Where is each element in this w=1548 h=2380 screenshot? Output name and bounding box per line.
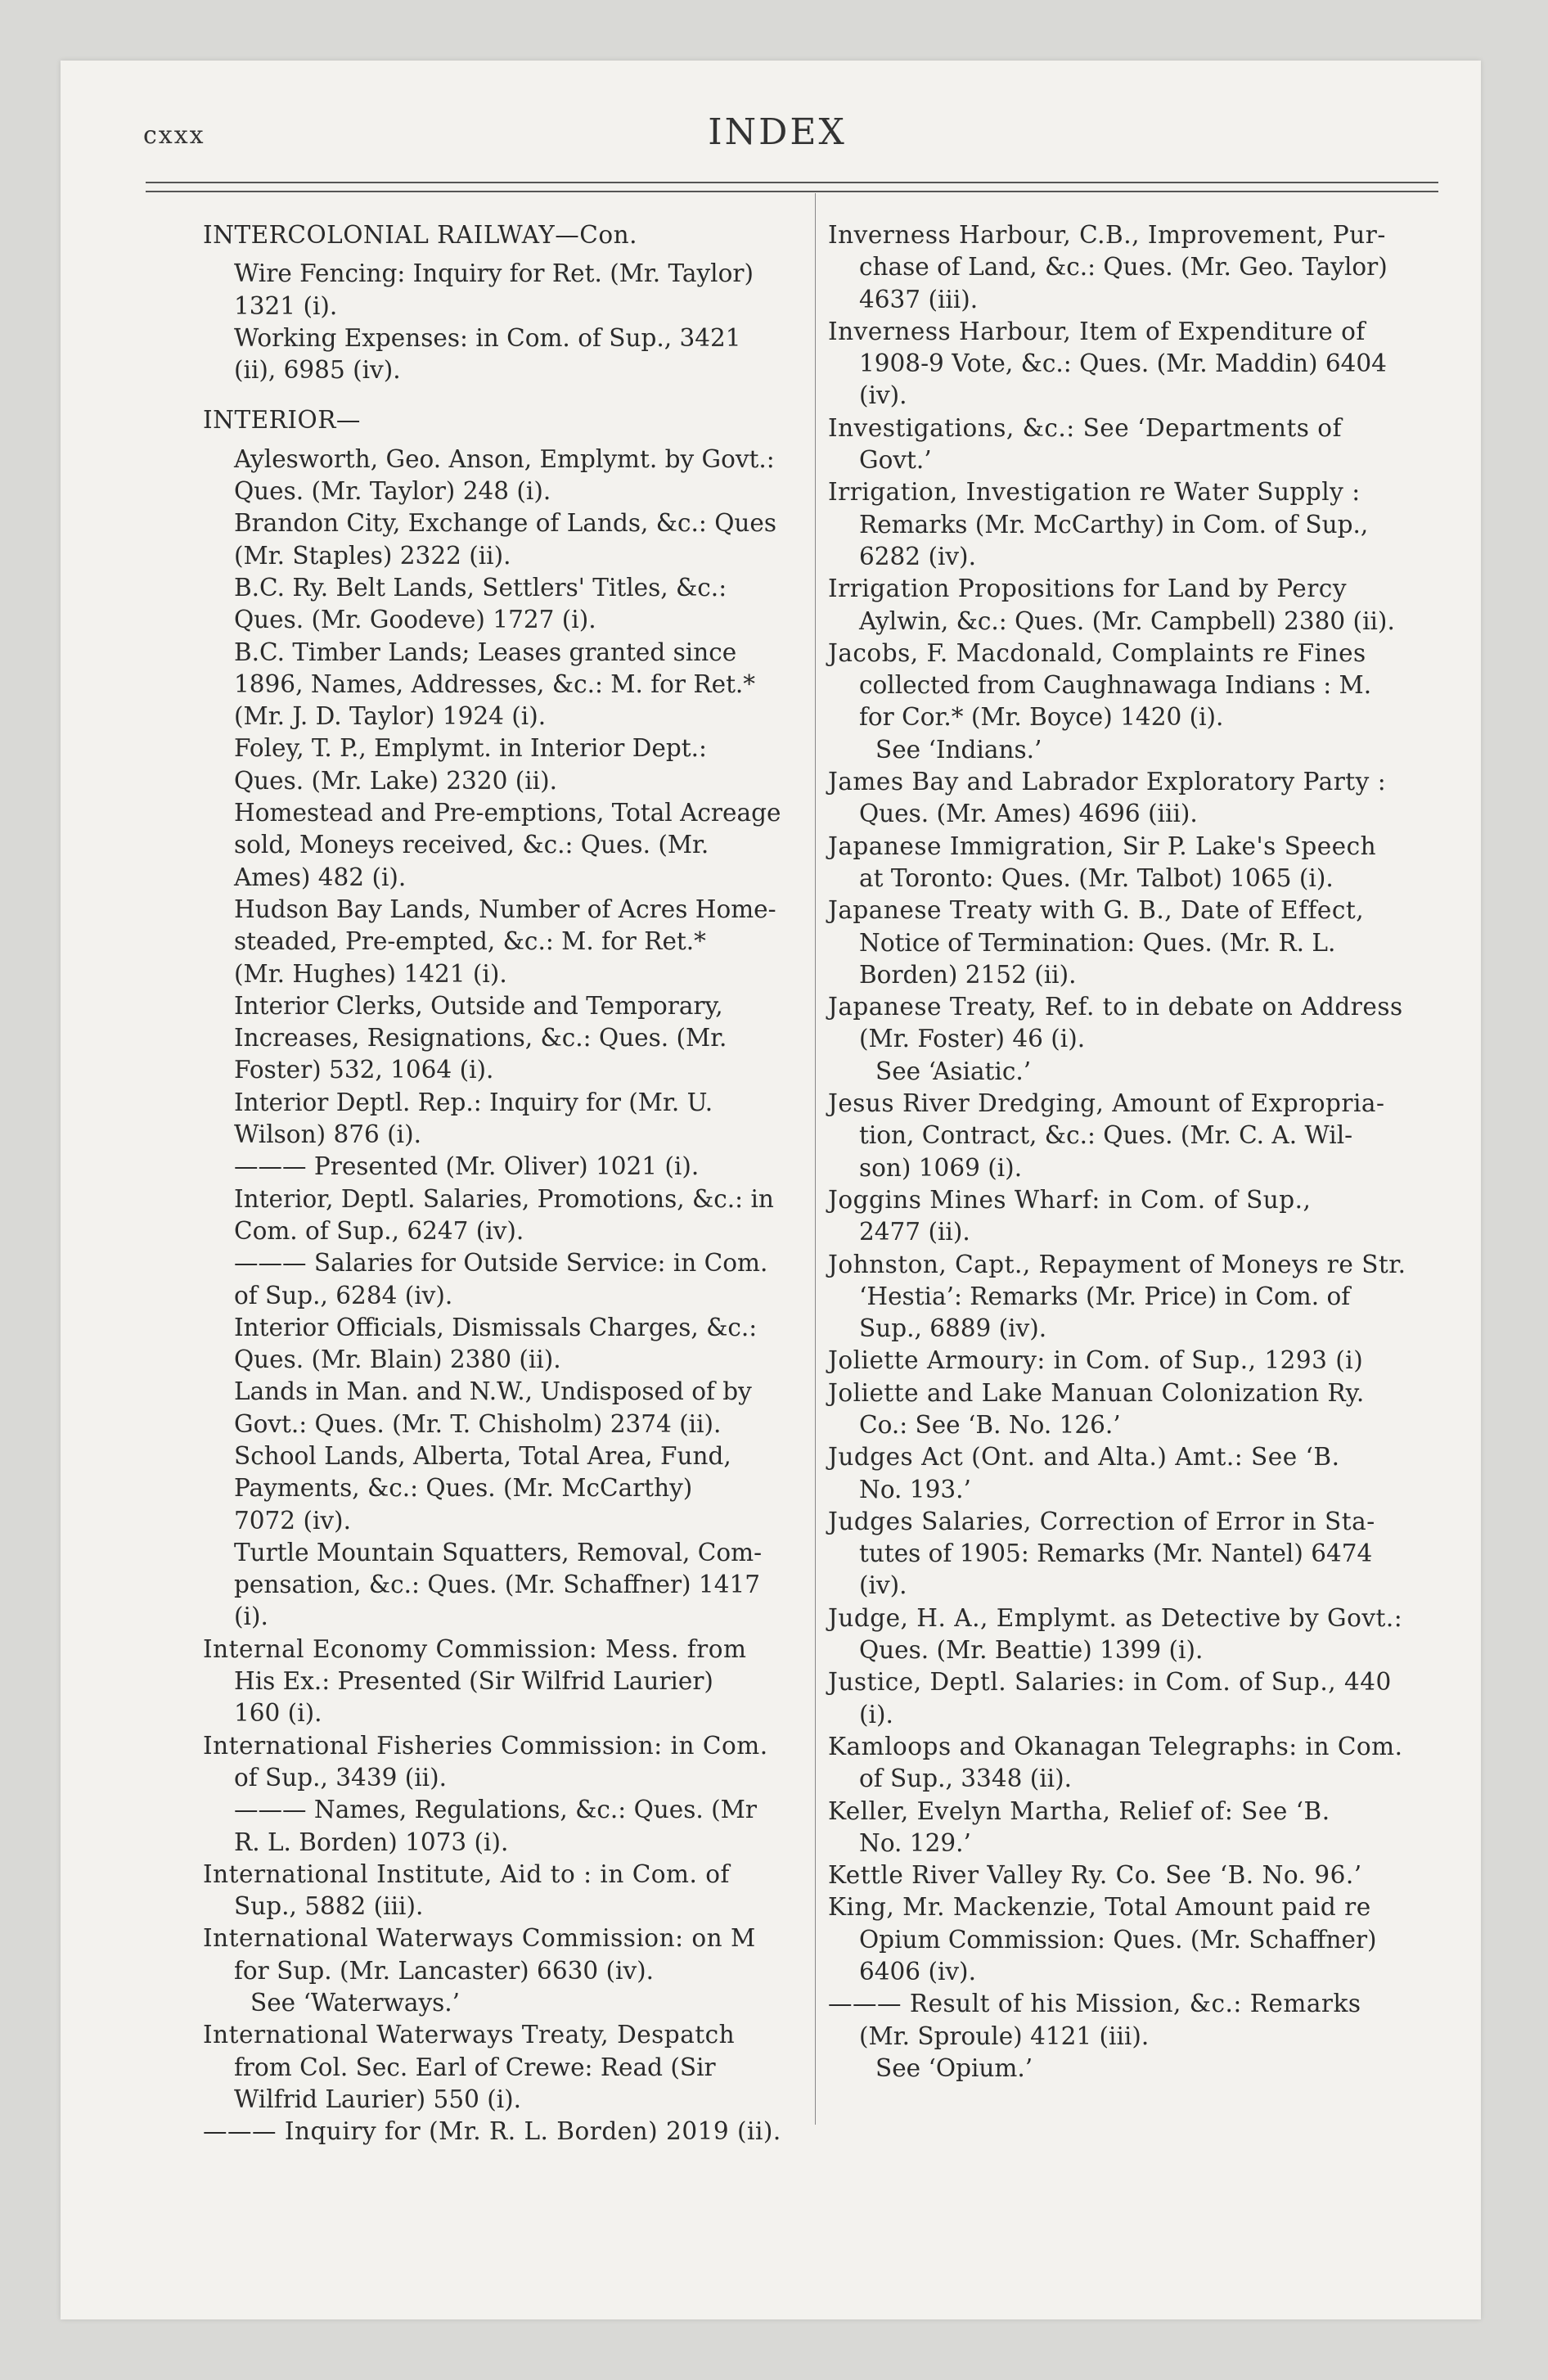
index-entry-line: chase of Land, &c.: Ques. (Mr. Geo. Taylor) bbox=[859, 253, 1388, 282]
index-entry-heading: International Waterways Commission: on M bbox=[203, 1924, 756, 1953]
index-entry-heading: ——— Result of his Mission, &c.: Remarks bbox=[828, 1990, 1361, 2018]
index-entry-line: See ‘Opium.’ bbox=[875, 2053, 1033, 2082]
index-entry-line: 7072 (iv). bbox=[234, 1506, 351, 1535]
index-entry-line: for Cor.* (Mr. Boyce) 1420 (i). bbox=[859, 703, 1224, 732]
index-entry-line: See ‘Waterways.’ bbox=[250, 1989, 461, 2017]
index-entry-line: Turtle Mountain Squatters, Removal, Com- bbox=[234, 1538, 763, 1566]
index-entry-line: Lands in Man. and N.W., Undisposed of by bbox=[234, 1377, 752, 1406]
index-entry-line: at Toronto: Ques. (Mr. Talbot) 1065 (i). bbox=[859, 863, 1334, 892]
index-entry-line: (i). bbox=[234, 1602, 268, 1631]
entry-spacer bbox=[203, 437, 825, 444]
index-entry-line: 6282 (iv). bbox=[859, 542, 976, 570]
index-entry-line: pensation, &c.: Ques. (Mr. Schaffner) 1417 bbox=[234, 1571, 761, 1599]
index-entry-line: tutes of 1905: Remarks (Mr. Nantel) 6474 bbox=[859, 1539, 1373, 1568]
index-entry-line: Interior Clerks, Outside and Temporary, bbox=[234, 991, 723, 1020]
index-entry-line: Payments, &c.: Ques. (Mr. McCarthy) bbox=[234, 1474, 693, 1503]
index-entry-heading: Joliette and Lake Manuan Colonization Ry. bbox=[828, 1378, 1365, 1407]
index-entry-line: sold, Moneys received, &c.: Ques. (Mr. bbox=[234, 831, 709, 859]
index-entry-line: (i). bbox=[859, 1700, 893, 1729]
index-entry-line: Ques. (Mr. Blain) 2380 (ii). bbox=[234, 1346, 561, 1374]
index-entry-heading: Japanese Immigration, Sir P. Lake's Speech bbox=[828, 832, 1377, 860]
index-entry-heading: Justice, Deptl. Salaries: in Com. of Sup., 440 bbox=[828, 1668, 1392, 1697]
index-entry-line: Wilson) 876 (i). bbox=[234, 1120, 421, 1149]
index-entry-line: Working Expenses: in Com. of Sup., 3421 bbox=[234, 323, 741, 352]
index-entry-line: (iv). bbox=[859, 1571, 907, 1600]
index-entry-line: School Lands, Alberta, Total Area, Fund, bbox=[234, 1441, 731, 1470]
index-entry-line: ‘Hestia’: Remarks (Mr. Price) in Com. of bbox=[859, 1282, 1351, 1310]
index-entry-line: 160 (i). bbox=[234, 1699, 322, 1728]
index-entry-line: collected from Caughnawaga Indians : M. bbox=[859, 671, 1372, 700]
page-number: cxxx bbox=[143, 121, 205, 150]
index-entry-line: 6406 (iv). bbox=[859, 1958, 976, 1986]
index-entry-line: Remarks (Mr. McCarthy) in Com. of Sup., bbox=[859, 510, 1369, 539]
index-entry-line: R. L. Borden) 1073 (i). bbox=[234, 1828, 509, 1856]
index-entry-line: (Mr. Foster) 46 (i). bbox=[859, 1025, 1086, 1053]
index-entry-heading: Kamloops and Okanagan Telegraphs: in Com. bbox=[828, 1732, 1403, 1760]
page-title: INDEX bbox=[708, 111, 847, 153]
index-entry-line: Borden) 2152 (ii). bbox=[859, 960, 1077, 989]
index-entry-line: Brandon City, Exchange of Lands, &c.: Ques bbox=[234, 509, 777, 538]
index-entry-heading: Irrigation Propositions for Land by Percy bbox=[828, 575, 1347, 603]
index-entry-line: Interior Deptl. Rep.: Inquiry for (Mr. U. bbox=[234, 1088, 713, 1116]
index-entry-heading: Keller, Evelyn Martha, Relief of: See ‘B. bbox=[828, 1796, 1330, 1825]
index-entry-heading: Investigations, &c.: See ‘Departments of bbox=[828, 413, 1342, 442]
index-entry-line: Hudson Bay Lands, Number of Acres Home- bbox=[234, 895, 776, 923]
index-entry-line: Aylwin, &c.: Ques. (Mr. Campbell) 2380 (ii). bbox=[859, 606, 1395, 635]
header-rule bbox=[146, 182, 1438, 183]
index-entry-heading: Joggins Mines Wharf: in Com. of Sup., bbox=[828, 1185, 1312, 1214]
index-entry-heading: King, Mr. Mackenzie, Total Amount paid re bbox=[828, 1893, 1371, 1922]
index-entry-line: from Col. Sec. Earl of Crewe: Read (Sir bbox=[234, 2053, 716, 2081]
index-entry-line: Sup., 5882 (iii). bbox=[234, 1892, 424, 1921]
index-entry-line: 1908-9 Vote, &c.: Ques. (Mr. Maddin) 6404 bbox=[859, 349, 1387, 378]
index-entry-line: Ames) 482 (i). bbox=[234, 863, 407, 891]
index-entry-line: Com. of Sup., 6247 (iv). bbox=[234, 1216, 524, 1245]
entry-spacer bbox=[203, 386, 825, 404]
index-entry-line: Ques. (Mr. Ames) 4696 (iii). bbox=[859, 800, 1198, 828]
index-entry-line: 1896, Names, Addresses, &c.: M. for Ret.* bbox=[234, 669, 756, 698]
index-entry-line: steaded, Pre-empted, &c.: M. for Ret.* bbox=[234, 927, 706, 956]
index-entry-heading: Kettle River Valley Ry. Co. See ‘B. No. 96.’ bbox=[828, 1861, 1362, 1890]
index-entry-heading: Jesus River Dredging, Amount of Expropria- bbox=[828, 1089, 1385, 1118]
index-entry-line: ——— Presented (Mr. Oliver) 1021 (i). bbox=[234, 1152, 700, 1181]
index-entry-line: tion, Contract, &c.: Ques. (Mr. C. A. Wil- bbox=[859, 1121, 1353, 1150]
index-entry-line: Homestead and Pre-emptions, Total Acreage bbox=[234, 799, 781, 827]
index-entry-line: Ques. (Mr. Lake) 2320 (ii). bbox=[234, 766, 557, 795]
index-entry-line: of Sup., 3439 (ii). bbox=[234, 1763, 447, 1792]
index-entry-heading: ——— Inquiry for (Mr. R. L. Borden) 2019 (ii). bbox=[203, 2117, 781, 2146]
index-entry-line: 4637 (iii). bbox=[859, 285, 979, 313]
index-entry-line: See ‘Asiatic.’ bbox=[875, 1057, 1032, 1085]
index-entry-line: (Mr. Hughes) 1421 (i). bbox=[234, 959, 507, 988]
index-entry-heading: Inverness Harbour, C.B., Improvement, Pur- bbox=[828, 221, 1386, 249]
index-entry-line: No. 193.’ bbox=[859, 1475, 971, 1503]
index-entry-heading: International Waterways Treaty, Despatch bbox=[203, 2021, 736, 2049]
index-entry-line: of Sup., 6284 (iv). bbox=[234, 1281, 453, 1309]
index-entry-line: Notice of Termination: Ques. (Mr. R. L. bbox=[859, 928, 1336, 957]
index-entry-line: No. 129.’ bbox=[859, 1828, 971, 1857]
index-entry-heading: Inverness Harbour, Item of Expenditure of bbox=[828, 317, 1366, 345]
index-entry-line: ——— Names, Regulations, &c.: Ques. (Mr bbox=[234, 1796, 757, 1824]
index-entry-line: Wire Fencing: Inquiry for Ret. (Mr. Taylor) bbox=[234, 259, 754, 288]
index-entry-heading: Johnston, Capt., Repayment of Moneys re Str. bbox=[828, 1250, 1406, 1278]
index-entry-line: Foley, T. P., Emplymt. in Interior Dept.: bbox=[234, 734, 707, 763]
index-entry-line: Sup., 6889 (iv). bbox=[859, 1314, 1047, 1343]
index-entry-line: (ii), 6985 (iv). bbox=[234, 356, 401, 385]
index-entry-line: B.C. Timber Lands; Leases granted since bbox=[234, 638, 737, 666]
index-entry-line: 1321 (i). bbox=[234, 291, 338, 320]
index-entry-line: of Sup., 3348 (ii). bbox=[859, 1765, 1072, 1793]
index-entry-line: son) 1069 (i). bbox=[859, 1153, 1023, 1182]
index-entry-line: Govt.: Ques. (Mr. T. Chisholm) 2374 (ii). bbox=[234, 1409, 722, 1438]
index-entry-heading: Judges Act (Ont. and Alta.) Amt.: See ‘B. bbox=[828, 1443, 1340, 1472]
index-entry-heading: International Fisheries Commission: in Com. bbox=[203, 1731, 768, 1760]
index-entry-heading: James Bay and Labrador Exploratory Party : bbox=[828, 768, 1387, 796]
index-entry-line: Ques. (Mr. Goodeve) 1727 (i). bbox=[234, 606, 596, 634]
index-entry-heading: Joliette Armoury: in Com. of Sup., 1293 (i) bbox=[828, 1346, 1364, 1375]
index-entry-heading: INTERIOR— bbox=[203, 406, 361, 435]
index-entry-line: Ques. (Mr. Taylor) 248 (i). bbox=[234, 477, 551, 506]
index-entry-line: Co.: See ‘B. No. 126.’ bbox=[859, 1410, 1121, 1439]
header-rule-lower bbox=[146, 191, 1438, 192]
index-entry-line: Govt.’ bbox=[859, 446, 932, 475]
index-entry-heading: Jacobs, F. Macdonald, Complaints re Fines bbox=[828, 638, 1366, 667]
index-entry-heading: Irrigation, Investigation re Water Supply : bbox=[828, 478, 1361, 507]
index-entry-heading: Japanese Treaty, Ref. to in debate on Address bbox=[828, 993, 1403, 1021]
index-entry-line: Foster) 532, 1064 (i). bbox=[234, 1056, 494, 1084]
index-entry-heading: Japanese Treaty with G. B., Date of Effect, bbox=[828, 896, 1365, 925]
index-entry-line: (Mr. J. D. Taylor) 1924 (i). bbox=[234, 702, 547, 731]
index-entry-line: Increases, Resignations, &c.: Ques. (Mr. bbox=[234, 1024, 727, 1053]
index-entry-line: Opium Commission: Ques. (Mr. Schaffner) bbox=[859, 1925, 1377, 1954]
index-entry-line: Interior, Deptl. Salaries, Promotions, &c.: in bbox=[234, 1184, 774, 1213]
index-entry-line: See ‘Indians.’ bbox=[875, 735, 1042, 764]
index-entry-line: B.C. Ry. Belt Lands, Settlers' Titles, &c.: bbox=[234, 573, 727, 602]
index-entry-heading: Judge, H. A., Emplymt. as Detective by Govt.: bbox=[828, 1603, 1403, 1632]
index-entry-line: ——— Salaries for Outside Service: in Com. bbox=[234, 1249, 768, 1278]
index-entry-line: Ques. (Mr. Beattie) 1399 (i). bbox=[859, 1636, 1204, 1665]
index-entry-line: (Mr. Sproule) 4121 (iii). bbox=[859, 2022, 1150, 2050]
index-entry-heading: International Institute, Aid to : in Com. of bbox=[203, 1859, 730, 1888]
index-entry-line: Aylesworth, Geo. Anson, Emplymt. by Govt.: bbox=[234, 444, 775, 473]
index-entry-heading: INTERCOLONIAL RAILWAY—Con. bbox=[203, 221, 637, 249]
right-index-column bbox=[828, 219, 1450, 2085]
index-entry-line: for Sup. (Mr. Lancaster) 6630 (iv). bbox=[234, 1956, 655, 1985]
index-entry-line: (Mr. Staples) 2322 (ii). bbox=[234, 541, 511, 570]
index-entry-heading: Internal Economy Commission: Mess. from bbox=[203, 1634, 747, 1663]
index-entry-line: Wilfrid Laurier) 550 (i). bbox=[234, 2085, 522, 2113]
index-entry-line: 2477 (ii). bbox=[859, 1218, 970, 1246]
index-entry-heading: Judges Salaries, Correction of Error in Sta- bbox=[828, 1507, 1375, 1535]
index-entry-line: Interior Officials, Dismissals Charges, &c.: bbox=[234, 1313, 758, 1341]
index-entry-line: (iv). bbox=[859, 381, 907, 410]
left-index-column bbox=[203, 219, 825, 2148]
entry-spacer bbox=[203, 251, 825, 258]
index-entry-line: His Ex.: Presented (Sir Wilfrid Laurier) bbox=[234, 1667, 713, 1696]
